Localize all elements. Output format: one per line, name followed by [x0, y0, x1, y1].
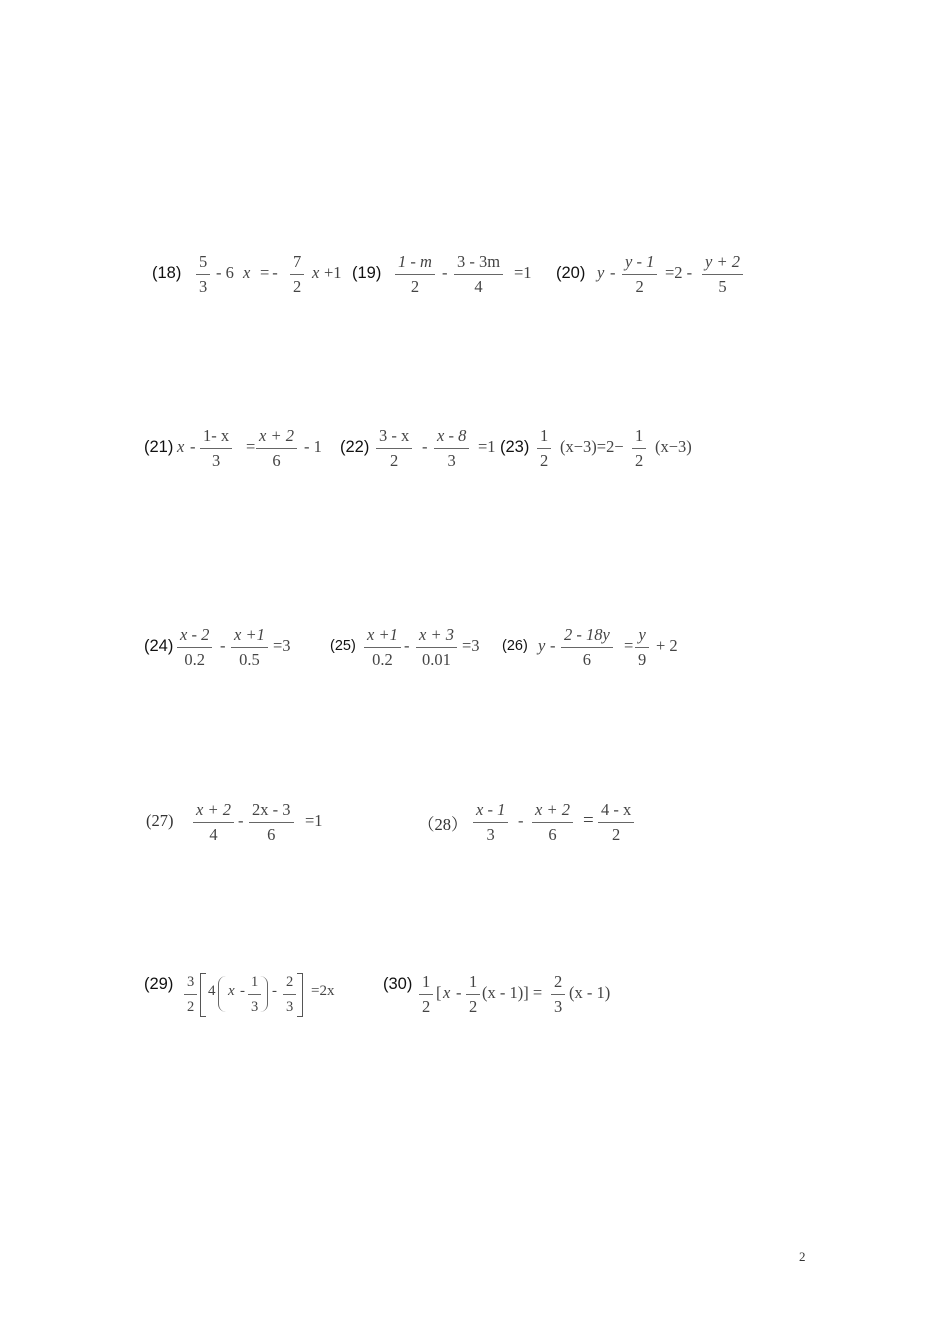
fraction: x +1 0.2 — [364, 625, 401, 670]
problem-label-27: (27) — [146, 811, 174, 830]
fraction: x - 8 3 — [434, 426, 469, 471]
problem-row-27-28: (27) x + 2 4 - 2x - 3 6 =1 （28） x - 1 3 - x + 2 6 = 4 - x 2 — [0, 798, 950, 848]
problem-label-25: (25) — [330, 638, 356, 654]
problem-row-18-20: (18) 5 3 - 6 x =- 7 2 x +1 (19) 1 - m 2 - 3 - 3m 4 =1 (20) y - y - 1 2 =2 - y + 2 5 — [0, 250, 950, 300]
fraction: 2 - 18y 6 — [561, 625, 613, 670]
fraction: x - 1 3 — [473, 800, 508, 845]
right-paren — [260, 976, 268, 1012]
fraction: 1 2 — [537, 426, 551, 471]
fraction: x + 3 0.01 — [416, 625, 457, 670]
fraction: 1 2 — [419, 972, 433, 1017]
fraction: 7 2 — [290, 252, 304, 297]
problem-label-24: (24) — [144, 637, 174, 655]
problem-label-19: (19) — [352, 264, 382, 282]
fraction: 3 2 — [184, 972, 197, 1017]
fraction: x + 2 6 — [532, 800, 573, 845]
problem-label-28: （28） — [418, 815, 468, 834]
fraction: y + 2 5 — [702, 252, 743, 297]
left-bracket — [200, 973, 206, 1017]
fraction: x - 2 0.2 — [177, 625, 212, 670]
problem-label-22: (22) — [340, 438, 370, 456]
problem-row-29-30: (29) 3 2 4 x - 1 3 - 2 3 =2x (30) 1 2 [ x - 1 2 (x - 1)] = 2 3 (x - 1) — [144, 972, 611, 1016]
fraction: 3 - 3m 4 — [454, 252, 503, 297]
fraction: 1 2 — [466, 972, 480, 1017]
problem-row-24-26: (24) x - 2 0.2 - x +1 0.5 =3 (25) x +1 0.2 - x + 3 0.01 =3 (26) y - 2 - 18y 6 = y 9 + 2 — [144, 625, 678, 669]
fraction: 1 3 — [248, 972, 261, 1017]
fraction: 2 3 — [283, 972, 296, 1017]
problem-label-21: (21) — [144, 438, 174, 456]
fraction: x +1 0.5 — [231, 625, 268, 670]
fraction: x + 2 6 — [256, 426, 297, 471]
problem-label-29: (29) — [144, 975, 174, 993]
fraction: 4 - x 2 — [598, 800, 634, 845]
fraction: x + 2 4 — [193, 800, 234, 845]
problem-row-21-23: (21) x - 1- x 3 = x + 2 6 - 1 (22) 3 - x 2 - x - 8 3 =1 (23) 1 2 (x−3)=2− 1 2 (x−3) — [144, 426, 692, 470]
fraction: y 9 — [635, 625, 649, 670]
problem-label-30: (30) — [383, 975, 413, 993]
fraction: 3 - x 2 — [376, 426, 412, 471]
problem-label-18: (18) — [152, 264, 182, 282]
fraction: y - 1 2 — [622, 252, 657, 297]
fraction: 2x - 3 6 — [249, 800, 294, 845]
fraction: 5 3 — [196, 252, 210, 297]
problem-label-26: (26) — [502, 638, 528, 654]
fraction: 1 - m 2 — [395, 252, 435, 297]
fraction: 1 2 — [632, 426, 646, 471]
left-paren — [218, 976, 226, 1012]
fraction: 2 3 — [551, 972, 565, 1017]
problem-label-20: (20) — [556, 264, 586, 282]
right-bracket — [297, 973, 303, 1017]
fraction: 1- x 3 — [200, 426, 232, 471]
problem-label-23: (23) — [500, 438, 530, 456]
page-number: 2 — [799, 1249, 806, 1264]
